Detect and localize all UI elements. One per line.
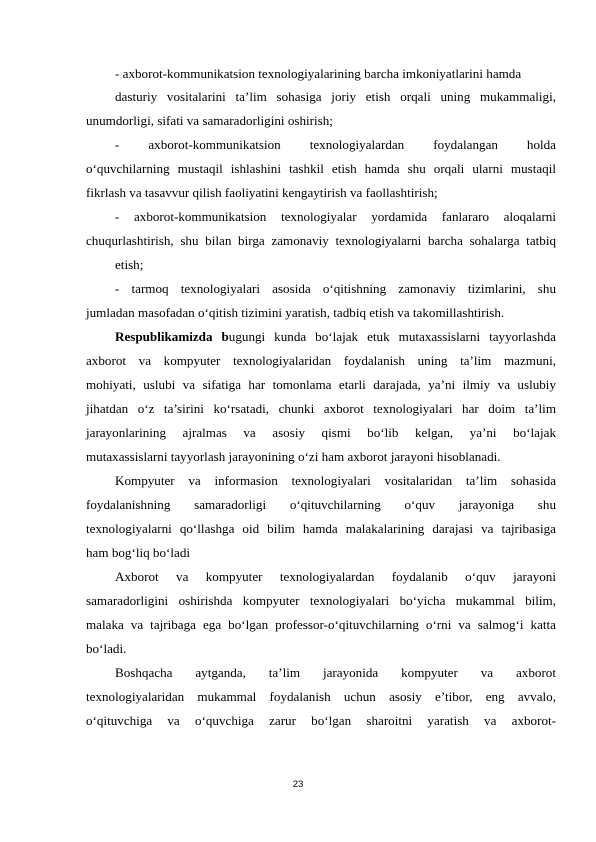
text-line: o‘quvchilarning mustaqil ishlashini tashkil etish hamda shu orqali ularni mustaqil	[86, 161, 556, 176]
text-line: - axborot-kommunikatsion texnologiyalardan foydalangan holda	[115, 137, 556, 152]
text-line: Kompyuter va informasion texnologiyalari vositalaridan ta’lim sohasida	[115, 473, 556, 488]
text-line: jihatdan o‘z ta’sirini ko‘rsatadi, chunki axborot texnologiyalari har doim ta’lim	[86, 401, 556, 416]
text-line: ugungi kunda bo‘lajak etuk mutaxassislarni tayyorlashda	[228, 329, 556, 344]
text-line: - axborot-kommunikatsion texnologiyalar yordamida fanlararo aloqalarni	[115, 209, 556, 224]
text-line: o‘qituvchiga va o‘quvchiga zarur bo‘lgan sharoitni yaratish va axborot-	[86, 713, 556, 728]
text-line: Axborot va kompyuter texnologiyalardan foydalanib o‘quv jarayoni	[115, 569, 556, 584]
text-line: - axborot-kommunikatsion texnologiyalarining barcha imkoniyatlarini hamda	[115, 66, 522, 81]
paragraph-first-line	[115, 329, 556, 345]
text-line: jarayonlarining ajralmas va asosiy qismi bo‘lib kelgan, ya’ni bo‘lajak	[86, 425, 556, 440]
text-line: texnologiyalaridan mukammal foydalanish uchun asosiy e’tibor, eng avvalo,	[86, 689, 556, 704]
text-line: mutaxassislarni tayyorlash jarayonining o‘zi ham axborot jarayoni hisoblanadi.	[86, 449, 501, 464]
text-line: - tarmoq texnologiyalari asosida o‘qitishning zamonaviy tizimlarini, shu	[115, 281, 556, 296]
text-line: chuqurlashtirish, shu bilan birga zamonaviy texnologiyalarni barcha sohalarga tatbiq	[86, 233, 556, 248]
text-line: samaradorligini oshirishda kompyuter texnologiyalari bo‘yicha mukammal bilim,	[86, 593, 556, 608]
text-line: texnologiyalarni qo‘llashga oid bilim hamda malakalarining darajasi va tajribasiga	[86, 521, 556, 536]
text-line: dasturiy vositalarini ta’lim sohasiga joriy etish orqali uning mukammaligi,	[115, 89, 556, 104]
text-line: fikrlash va tasavvur qilish faoliyatini kengaytirish va faollashtirish;	[86, 185, 438, 200]
text-line: mohiyati, uslubi va sifatiga har tomonlama etarli darajada, ya’ni ilmiy va uslubiy	[86, 377, 556, 392]
page-number: 23	[292, 779, 304, 790]
text-line: bo‘ladi.	[86, 641, 127, 656]
bold-lead-text: Respublikamizda b	[115, 329, 229, 344]
text-line: ham bog‘liq bo‘ladi	[86, 545, 191, 560]
text-line: axborot va kompyuter texnologiyalaridan foydalanish uning ta’lim mazmuni,	[86, 353, 556, 368]
text-line: etish;	[115, 257, 144, 272]
text-line: jumladan masofadan o‘qitish tizimini yaratish, tadbiq etish va takomillashtirish.	[86, 305, 505, 320]
text-line: Boshqacha aytganda, ta’lim jarayonida kompyuter va axborot	[115, 665, 556, 680]
text-line: unumdorligi, sifati va samaradorligini oshirish;	[86, 113, 333, 128]
text-line: foydalanishning samaradorligi o‘qituvchilarning o‘quv jarayoniga shu	[86, 497, 556, 512]
text-line: malaka va tajribaga ega bo‘lgan professor-o‘qituvchilarning o‘rni va salmog‘i katta	[86, 617, 556, 632]
